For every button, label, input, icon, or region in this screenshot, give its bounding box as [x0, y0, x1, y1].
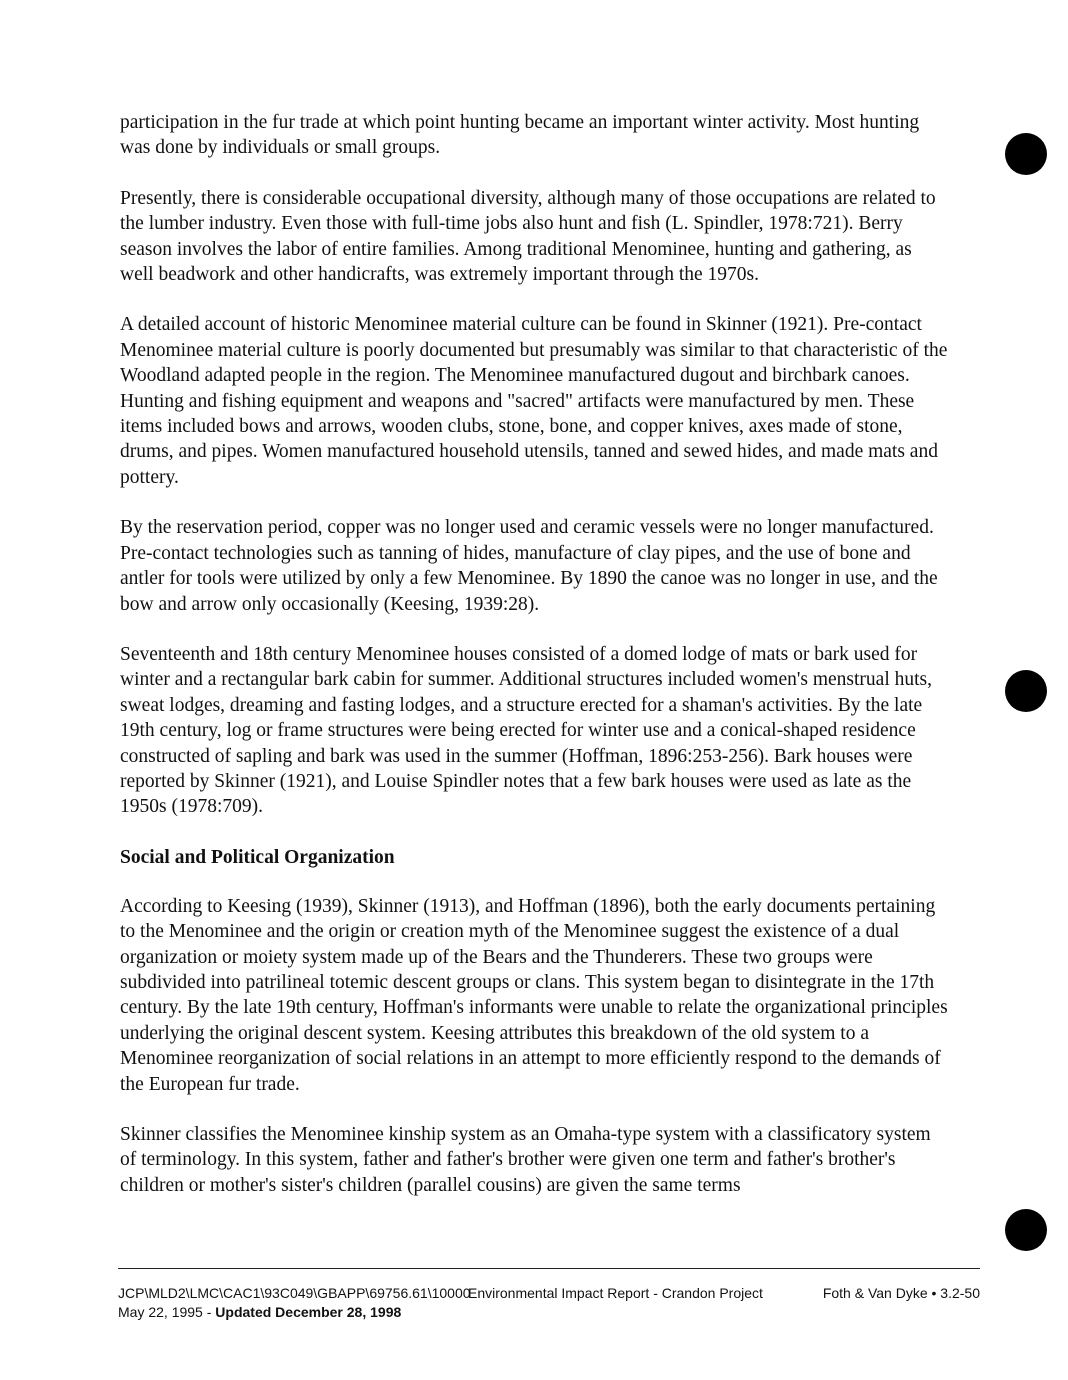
footer-date	[118, 1303, 401, 1322]
footer-report-title: Environmental Impact Report - Crandon Project	[468, 1285, 763, 1301]
paragraph: According to Keesing (1939), Skinner (1913), and Hoffman (1896), both the early documents pertaining to the Menominee and the origin or creation myth of the Menominee suggest the existence of a dual organization or moiety system made up of the Bears and the Thunderers. These two groups were subdivided into patrilineal totemic descent groups or clans. This system began to disintegrate in the 17th century. By the late 19th century, Hoffman's informants were unable to relate the organizational principles underlying the original descent system. Keesing attributes this breakdown of the old system to a Menominee reorganization of social relations in an attempt to more efficiently respond to the demands of the European fur trade.	[120, 895, 948, 1095]
footer-rule	[118, 1268, 980, 1269]
binder-hole-bottom	[1005, 1209, 1047, 1251]
binder-hole-middle	[1005, 670, 1047, 712]
paragraph: Seventeenth and 18th century Menominee houses consisted of a domed lodge of mats or bark used for winter and a rectangular bark cabin for summer. Additional structures included women's menstrual huts, sweat lodges, dreaming and fasting lodges, and a structure erected for a shaman's activities. By the late 19th century, log or frame structures were being erected for winter use and a conical-shaped residence constructed of sapling and bark was used in the summer (Hoffman, 1896:253-256). Bark houses were reported by Skinner (1921), and Louise Spindler notes that a few bark houses were used as late as the 1950s (1978:709).	[120, 643, 933, 818]
footer-page-number: Foth & Van Dyke • 3.2-50	[822, 1285, 980, 1301]
footer-original-date: May 22, 1995 -	[118, 1304, 216, 1320]
document-body	[120, 110, 950, 1223]
paragraph: Presently, there is considerable occupational diversity, although many of those occupations are related to the lumber industry. Even those with full-time jobs also hunt and fish (L. Spindler, 1978:721). Berry season involves the labor of entire families. Among traditional Menominee, hunting and gathering, as well beadwork and other handicrafts, was extremely important through the 1970s.	[120, 187, 936, 286]
section-heading: Social and Political Organization	[120, 846, 395, 868]
binder-hole-top	[1005, 133, 1047, 175]
paragraph: A detailed account of historic Menominee material culture can be found in Skinner (1921). Pre-contact Menominee material culture is poorly documented but presumably was similar to that characteristic of the Woodland adapted people in the region. The Menominee manufactured dugout and birchbark canoes. Hunting and fishing equipment and weapons and "sacred" artifacts were manufactured by men. These items included bows and arrows, wooden clubs, stone, bone, and copper knives, axes made of stone, drums, and pipes. Women manufactured household utensils, tanned and sewed hides, and made mats and pottery.	[120, 314, 948, 488]
footer-updated-date: Updated December 28, 1998	[215, 1304, 402, 1320]
paragraph: participation in the fur trade at which point hunting became an important winter activity. Most hunting was done by individuals or small groups.	[120, 112, 920, 159]
paragraph: Skinner classifies the Menominee kinship system as an Omaha-type system with a classificatory system of terminology. In this system, father and father's brother were given one term and father's brother's children or mother's sister's children (parallel cousins) are given the same terms	[120, 1124, 931, 1196]
paragraph: By the reservation period, copper was no longer used and ceramic vessels were no longer manufactured. Pre-contact technologies such as tanning of hides, manufacture of clay pipes, and the use of bone and antler for tools were utilized by only a few Menominee. By 1890 the canoe was no longer in use, and the bow and arrow only occasionally (Keesing, 1939:28).	[120, 517, 938, 615]
footer-file-path: JCP\MLD2\LMC\CAC1\93C049\GBAPP\69756.61\10000	[118, 1285, 471, 1301]
